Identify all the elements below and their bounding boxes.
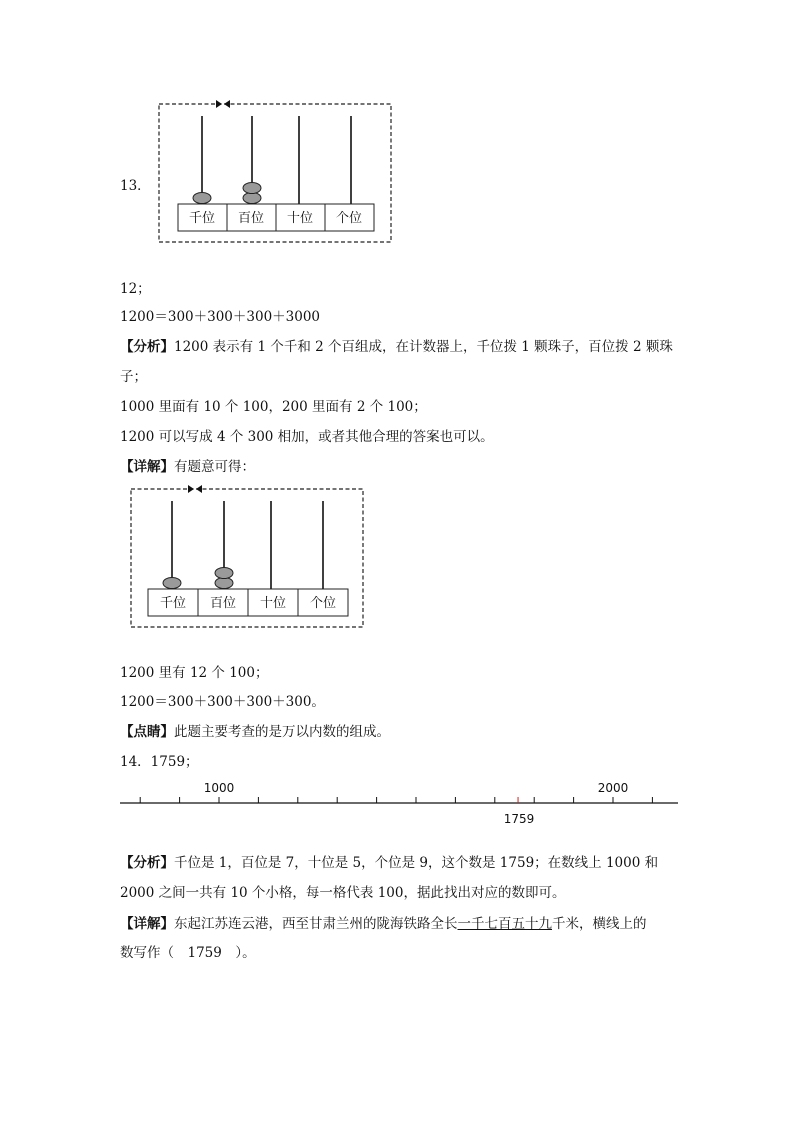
analysis-paragraph — [120, 335, 673, 355]
analysis-text-line4: 1200 可以写成 4 个 300 相加，或者其他合理的答案也可以。 — [120, 429, 494, 445]
place-label-thousands: 千位 — [188, 211, 216, 226]
place-label-ones: 个位 — [309, 596, 337, 611]
analysis-tag: 【分析】 — [120, 855, 174, 871]
detail-paragraph — [120, 455, 255, 475]
answer-equation: 1200＝300＋300＋300＋3000 — [120, 309, 321, 325]
bead-thousands-1 — [193, 193, 211, 204]
comment-paragraph — [120, 720, 390, 740]
answer-line: 12； — [120, 281, 151, 297]
q14-analysis-line2: 2000 之间一共有 10 个小格，每一格代表 100，据此找出对应的数即可。 — [120, 885, 566, 901]
direction-arrow-icon — [188, 485, 202, 493]
question-13-number: 13． — [120, 178, 151, 194]
question-14-number-answer: 14．1759； — [120, 754, 199, 770]
analysis-text-line3: 1000 里面有 10 个 100，200 里面有 2 个 100； — [120, 399, 427, 415]
detail-line-1: 1200 里有 12 个 100； — [120, 665, 269, 681]
detail-text-post: 千米，横线上的 — [552, 916, 647, 932]
place-label-tens: 十位 — [259, 596, 287, 611]
abacus-counter-1 — [158, 98, 394, 244]
place-label-ones: 个位 — [335, 211, 363, 226]
underlined-number-words: 一千七百五十九 — [457, 916, 552, 932]
bead-thousands-1 — [163, 578, 181, 589]
detail-text: 有题意可得： — [174, 459, 255, 475]
detail-line-2: 1200＝300＋300＋300＋300。 — [120, 694, 325, 710]
number-line — [118, 776, 682, 830]
analysis-text: 1200 表示有 1 个千和 2 个百组成，在计数器上，千位拨 1 颗珠子，百位拨 2 颗珠 — [174, 339, 673, 355]
detail-text: 东起江苏连云港，西至甘肃兰州的陇海铁路全长 — [174, 916, 458, 932]
bead-hundreds-2 — [243, 183, 261, 194]
place-label-tens: 十位 — [286, 211, 314, 226]
q14-detail-line2: 数写作（ 1759 ）。 — [120, 945, 256, 961]
number-line-marked-label: 1759 — [503, 812, 535, 826]
number-line-ticks — [140, 797, 652, 803]
comment-text: 此题主要考查的是万以内数的组成。 — [174, 724, 390, 740]
analysis-tag: 【分析】 — [120, 339, 174, 355]
abacus-counter-2 — [130, 483, 366, 629]
detail-tag: 【详解】 — [120, 459, 174, 475]
bead-hundreds-1 — [215, 578, 233, 589]
analysis-text-cont: 子； — [120, 369, 147, 385]
analysis-text: 千位是 1，百位是 7，十位是 5，个位是 9，这个数是 1759；在数线上 1000 和 — [174, 855, 659, 871]
q14-detail-paragraph — [120, 912, 647, 932]
bead-hundreds-1 — [243, 193, 261, 204]
bead-hundreds-2 — [215, 568, 233, 579]
place-label-thousands: 千位 — [159, 596, 187, 611]
q14-analysis-paragraph — [120, 851, 658, 871]
direction-arrow-icon — [216, 100, 230, 108]
place-label-hundreds: 百位 — [237, 211, 265, 226]
number-line-start-label: 1000 — [203, 781, 235, 795]
detail-tag: 【详解】 — [120, 916, 174, 932]
place-label-hundreds: 百位 — [209, 596, 237, 611]
comment-tag: 【点睛】 — [120, 724, 174, 740]
number-line-end-label: 2000 — [597, 781, 629, 795]
